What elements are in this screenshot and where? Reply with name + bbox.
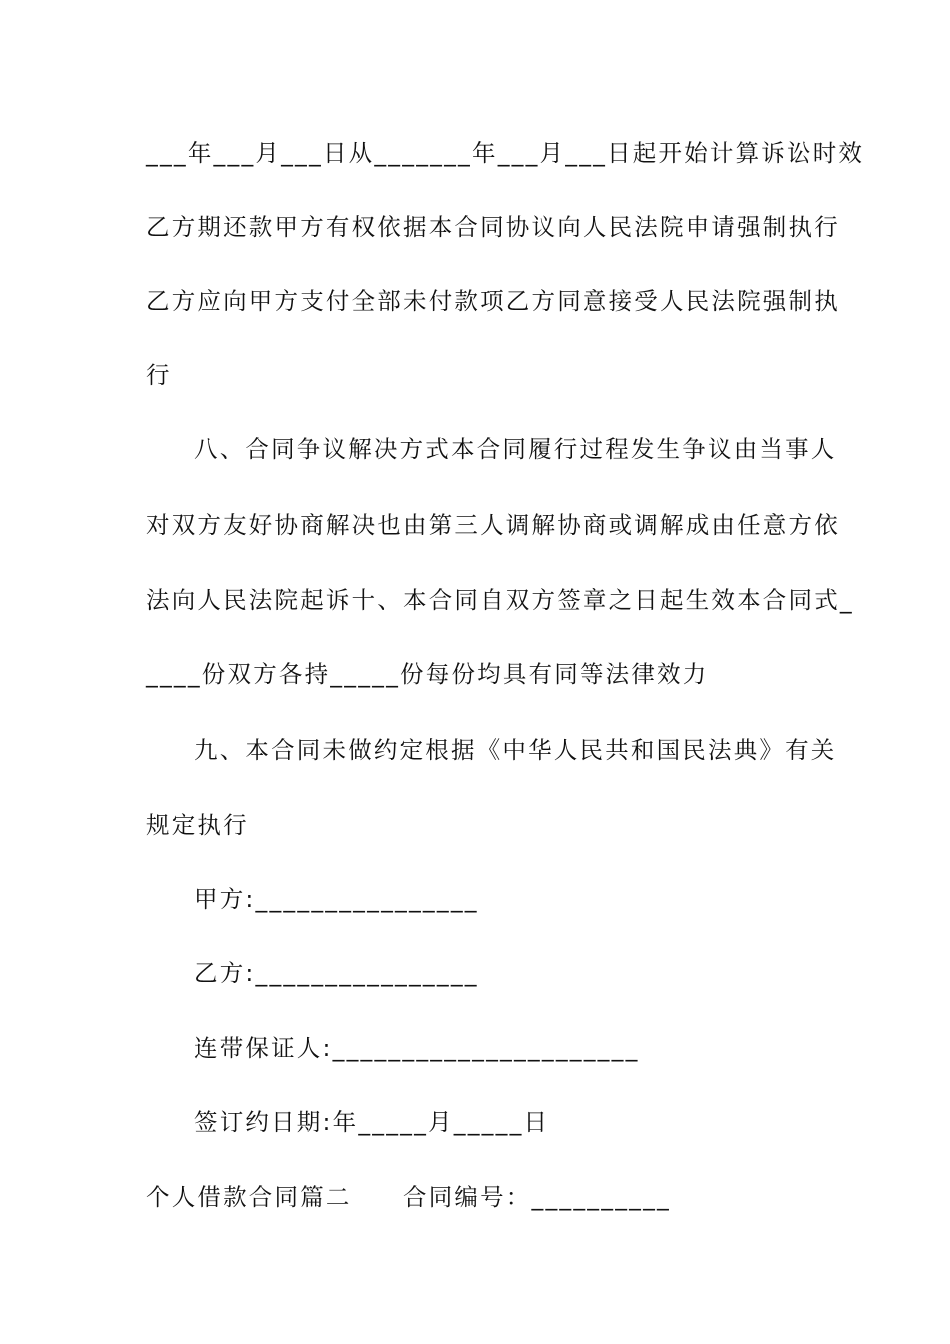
contract-heading-line: 个人借款合同篇二 合同编号：__________ xyxy=(146,1183,671,1211)
text-line-5: 八、合同争议解决方式本合同履行过程发生争议由当事人 xyxy=(194,435,837,463)
text-line-1: ___年___月___日从_______年___月___日起开始计算诉讼时效 xyxy=(146,139,865,167)
text-line-7: 法向人民法院起诉十、本合同自双方签章之日起生效本合同式_ xyxy=(146,586,854,614)
text-line-4: 行 xyxy=(146,361,172,389)
text-line-9: 九、本合同未做约定根据《中华人民共和国民法典》有关 xyxy=(194,736,837,764)
party-a-line: 甲方:________________ xyxy=(194,885,479,913)
signing-date-line: 签订约日期:年_____月_____日 xyxy=(194,1108,550,1136)
party-b-line: 乙方:________________ xyxy=(194,959,479,987)
text-line-6: 对双方友好协商解决也由第三人调解协商或调解成由任意方依 xyxy=(146,511,840,539)
text-line-2: 乙方期还款甲方有权依据本合同协议向人民法院申请强制执行 xyxy=(146,213,840,241)
text-line-10: 规定执行 xyxy=(146,811,249,839)
text-line-8: ____份双方各持_____份每份均具有同等法律效力 xyxy=(146,660,709,688)
guarantor-line: 连带保证人:______________________ xyxy=(194,1034,640,1062)
text-line-3: 乙方应向甲方支付全部未付款项乙方同意接受人民法院强制执 xyxy=(146,287,840,315)
